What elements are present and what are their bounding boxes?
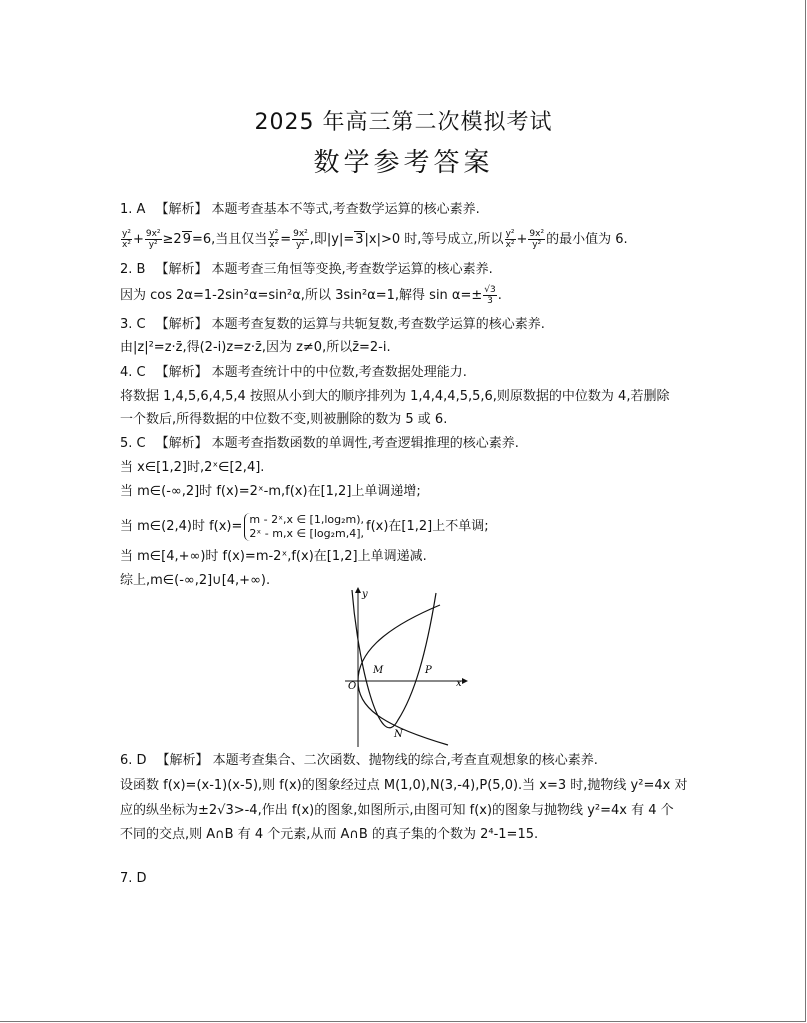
q7-header: 7. D (120, 871, 147, 886)
piecewise-brace (244, 513, 364, 541)
q5-line5: 综上,m∈(-∞,2]∪[4,+∞). (120, 573, 271, 588)
piecewise-case1: m - 2ˣ,x ∈ [1,log₂m), (249, 512, 364, 526)
q6-header (120, 752, 598, 770)
frac-9x2-y2-c: $\frac{\text{9x²}}{\text{y²}}$ (529, 229, 545, 250)
q6-line3: 不同的交点,则 A∩B 有 4 个元素,从而 A∩B 的真子集的个数为 2⁴-1=15. (120, 827, 539, 842)
q1-tag: 【解析】 (155, 202, 208, 217)
q5-line4: 当 m∈[4,+∞)时 f(x)=m-2ˣ,f(x)在[1,2]上单调递减. (120, 549, 427, 564)
q6-number: 6. D (120, 753, 147, 768)
frac-y2-x2-c: $\frac{\text{y²}}{\text{x²}}$ (505, 229, 515, 250)
q3-tag: 【解析】 (155, 317, 208, 332)
q6-line2: 应的纵坐标为±2√3>-4,作出 f(x)的图象,如图所示,由图可知 f(x)的图象与抛物线 y²=4x 有 4 个 (120, 803, 674, 818)
axis-x-label: x (456, 678, 462, 689)
q3-number: 3. C (120, 317, 146, 332)
q1-end: 的最小值为 6. (546, 232, 628, 247)
quadratic-curve (352, 590, 436, 728)
point-m-label: M (373, 665, 384, 676)
q3-heading: 本题考查复数的运算与共轭复数,考查数学运算的核心素养. (211, 317, 545, 332)
parabola-lower-branch (358, 681, 448, 745)
q5-line1: 当 x∈[1,2]时,2ˣ∈[2,4]. (120, 460, 265, 475)
frac-9x2-y2-b: $\frac{\text{9x²}}{\text{y²}}$ (293, 229, 308, 250)
point-n-label: N (394, 729, 403, 740)
q2-tag: 【解析】 (155, 262, 208, 277)
q4-heading: 本题考查统计中的中位数,考查数据处理能力. (211, 365, 467, 380)
frac-sqrt3-3: $\frac{√3}{3}$ (484, 285, 496, 306)
frac-y2-x2: $\frac{\text{y²}}{\text{x²}}$ (122, 229, 131, 250)
q5-number: 5. C (120, 436, 146, 451)
q1-solution: $\frac{\text{y²}}{\text{x²}}$ + $\frac{\text{9x²}}{\text{y²}}$ ≥29=6,当且仅当 $\frac{\text{y²}}{\text{x²}}$ = $\frac{\text{9x²}}{\text{y²}}$ ,即|y|=3|x|>0 时,等号成立,所以 $\frac{\text{y²}}{\text{x²}}$ + $\frac{\text{9x²}}{\text{y²}}$ 的最小值为 6. (122, 229, 628, 250)
y-axis-arrow (355, 587, 361, 593)
q5-tag: 【解析】 (155, 436, 208, 451)
q2-header (120, 261, 493, 279)
q1-geq: ≥2 (162, 232, 182, 247)
q2-heading: 本题考查三角恒等变换,考查数学运算的核心素养. (211, 262, 493, 277)
q1-eq6: =6,当且仅当 (191, 232, 268, 247)
sqrt-9: 9 (182, 232, 191, 247)
q4-number: 4. C (120, 365, 146, 380)
q1-number: 1. A (120, 202, 146, 217)
q4-solution-line2: 一个数后,所得数据的中位数不变,则被删除的数为 5 或 6. (120, 412, 448, 427)
piecewise-case2: 2ˣ - m,x ∈ [log₂m,4], (249, 526, 364, 540)
q1-then: ,即|y|= (309, 232, 355, 247)
q6-tag: 【解析】 (156, 753, 209, 768)
origin-label: O (348, 681, 357, 692)
q3-solution: 由|z|²=z·z̄,得(2-i)z=z·z̄,因为 z≠0,所以z̄=2-i. (120, 340, 391, 355)
q4-solution-line1: 将数据 1,4,5,6,4,5,4 按照从小到大的顺序排列为 1,4,4,4,5,5,6,则原数据的中位数为 4,若删除 (120, 389, 670, 404)
exam-title: 2025 年高三第二次模拟考试 (254, 110, 553, 135)
frac-y2-x2-b: $\frac{\text{y²}}{\text{x²}}$ (269, 229, 279, 250)
function-graph (340, 585, 470, 750)
q6-heading: 本题考查集合、二次函数、抛物线的综合,考查直观想象的核心素养. (212, 753, 598, 768)
q5-l3-post: f(x)在[1,2]上不单调; (366, 519, 489, 534)
q2-solution: 因为 cos 2α=1-2sin²α=sin²α,所以 3sin²α=1,解得 sin α=± $\frac{√3}{3}$ . (120, 285, 502, 306)
q5-heading: 本题考查指数函数的单调性,考查逻辑推理的核心素养. (211, 436, 519, 451)
q1-heading: 本题考查基本不等式,考查数学运算的核心素养. (211, 202, 480, 217)
q5-header (120, 435, 519, 453)
q1-cond: |x|>0 时,等号成立,所以 (364, 232, 504, 247)
q5-l3-pre: 当 m∈(2,4)时 f(x)= (120, 519, 243, 534)
sqrt-3: 3 (355, 232, 364, 247)
q3-header (120, 316, 545, 334)
q1-header (120, 201, 480, 219)
q2-number: 2. B (120, 262, 146, 277)
q5-line2: 当 m∈(-∞,2]时 f(x)=2ˣ-m,f(x)在[1,2]上单调递增; (120, 484, 421, 499)
answer-subtitle: 数学参考答案 (313, 148, 494, 178)
x-axis-arrow (462, 678, 468, 684)
q6-line1: 设函数 f(x)=(x-1)(x-5),则 f(x)的图象经过点 M(1,0),N(3,-4),P(5,0).当 x=3 时,抛物线 y²=4x 对 (120, 778, 688, 793)
q4-header (120, 364, 467, 382)
point-p-label: P (425, 665, 432, 676)
axis-y-label: y (362, 589, 368, 600)
q4-tag: 【解析】 (155, 365, 208, 380)
q2-body: 因为 cos 2α=1-2sin²α=sin²α,所以 3sin²α=1,解得 sin α=± (120, 288, 483, 303)
q5-line3 (120, 510, 489, 544)
frac-9x2-y2: $\frac{\text{9x²}}{\text{y²}}$ (145, 229, 161, 250)
